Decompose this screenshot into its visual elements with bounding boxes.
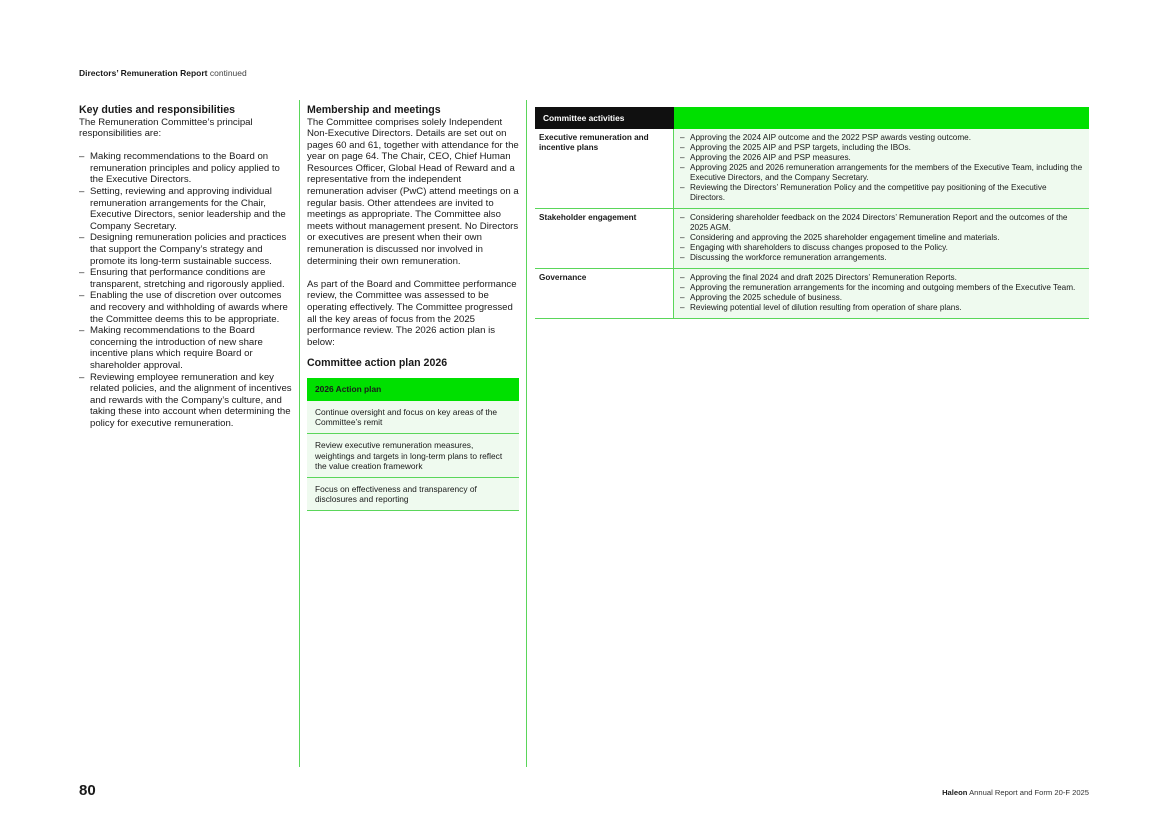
table-cell: Focus on effectiveness and transparency of disclosures and reporting xyxy=(307,477,519,510)
row-body xyxy=(674,129,1090,209)
key-duties-list xyxy=(79,151,293,429)
key-duties-intro: The Remuneration Committee’s principal responsibilities are: xyxy=(79,116,253,140)
activities-table-header: Committee activities xyxy=(535,107,674,129)
brand-name: Haleon xyxy=(942,788,968,797)
row-body xyxy=(674,209,1090,269)
row-label: Stakeholder engagement xyxy=(535,209,674,269)
table-row xyxy=(535,129,1089,209)
section-header xyxy=(79,68,247,78)
list-item: – Considering and approving the 2025 shareholder engagement timeline and materials. xyxy=(680,233,1083,243)
list-item: – Enabling the use of discretion over outcomes and recovery and withholding of awards where the Committee deems this to be appropriate. xyxy=(79,290,293,325)
list-item: – Considering shareholder feedback on the 2024 Directors’ Remuneration Report and the outcomes of the 2025 AGM. xyxy=(680,213,1083,233)
table-cell: Continue oversight and focus on key areas of the Committee’s remit xyxy=(307,401,519,434)
publication-title: Annual Report and Form 20-F 2025 xyxy=(969,788,1089,797)
list-item: – Approving the 2025 AIP and PSP targets, including the IBOs. xyxy=(680,143,1083,153)
action-plan-heading: Committee action plan 2026 xyxy=(307,357,448,370)
list-item: – Approving the 2026 AIP and PSP measures. xyxy=(680,153,1083,163)
table-row xyxy=(307,434,519,478)
list-item: – Ensuring that performance conditions are transparent, stretching and rigorously applied. xyxy=(79,267,293,290)
committee-activities-column xyxy=(535,107,1089,319)
table-row xyxy=(307,401,519,434)
footer-publication xyxy=(942,788,1089,797)
table-cell: Review executive remuneration measures, weightings and targets in long-term plans to reflect the value creation framework xyxy=(307,434,519,478)
list-item: – Engaging with shareholders to discuss changes proposed to the Policy. xyxy=(680,243,1083,253)
membership-column xyxy=(307,104,519,511)
committee-activities-table xyxy=(535,107,1089,319)
page-number: 80 xyxy=(79,782,96,799)
membership-heading: Membership and meetings xyxy=(307,104,441,116)
list-item: – Setting, reviewing and approving individual remuneration arrangements for the Chair, Executive Directors, senior leadership and the Company Secretary. xyxy=(79,186,293,232)
section-title-suffix: continued xyxy=(209,68,247,78)
list-item: – Discussing the workforce remuneration arrangements. xyxy=(680,253,1083,263)
membership-paragraph: The Committee comprises solely Independent Non-Executive Directors. Details are set out on pages 60 and 61, together with attendance for the year on page 64. The Chair, CEO, Chief Human Resources Officer, Global Head of Reward and a representative from the independent remuneration adviser (PwC) attend meetings on a regular basis. Other attendees are invited to meetings as appropriate. The Committee also meets without management present. No Directors or executives are present when their own remuneration is discussed nor involved in determining their own remuneration. xyxy=(307,116,519,267)
row-label: Governance xyxy=(535,269,674,319)
section-title: Directors’ Remuneration Report xyxy=(79,68,208,78)
list-item: – Designing remuneration policies and practices that support the Company’s strategy and promote its long-term sustainable success. xyxy=(79,232,293,267)
row-label: Executive remuneration and incentive plans xyxy=(535,129,674,209)
list-item: – Reviewing the Directors’ Remuneration Policy and the competitive pay positioning of the Executive Directors. xyxy=(680,183,1083,203)
list-item: – Making recommendations to the Board on remuneration principles and policy applied to the Executive Directors. xyxy=(79,151,293,186)
action-plan-table xyxy=(307,378,519,511)
column-divider-2 xyxy=(526,100,527,767)
list-item: – Approving the remuneration arrangements for the incoming and outgoing members of the Executive Team. xyxy=(680,283,1083,293)
action-plan-table-header: 2026 Action plan xyxy=(307,378,519,401)
table-row xyxy=(535,209,1089,269)
list-item: – Approving the final 2024 and draft 2025 Directors’ Remuneration Reports. xyxy=(680,273,1083,283)
table-row xyxy=(307,477,519,510)
list-item: – Reviewing potential level of dilution resulting from operation of share plans. xyxy=(680,303,1083,313)
performance-review-paragraph: As part of the Board and Committee performance review, the Committee was assessed to be operating effectively. The Committee progressed all the key areas of focus from the 2025 performance review. The 2026 action plan is below: xyxy=(307,278,517,348)
list-item: – Approving the 2024 AIP outcome and the 2022 PSP awards vesting outcome. xyxy=(680,133,1083,143)
list-item: – Making recommendations to the Board concerning the introduction of new share incentive plans which require Board or shareholder approval. xyxy=(79,325,293,371)
column-divider-1 xyxy=(299,100,300,767)
table-row xyxy=(535,269,1089,319)
key-duties-column xyxy=(79,104,293,430)
row-body xyxy=(674,269,1090,319)
activities-table-header-fill xyxy=(674,107,1090,129)
list-item: – Approving 2025 and 2026 remuneration arrangements for the members of the Executive Team, including the Executive Directors, and the Company Secretary. xyxy=(680,163,1083,183)
list-item: – Reviewing employee remuneration and key related policies, and the alignment of incentives and rewards with the Company’s culture, and taking these into account when determining the policy for executive remuneration. xyxy=(79,372,293,430)
key-duties-heading: Key duties and responsibilities xyxy=(79,104,236,116)
list-item: – Approving the 2025 schedule of business. xyxy=(680,293,1083,303)
